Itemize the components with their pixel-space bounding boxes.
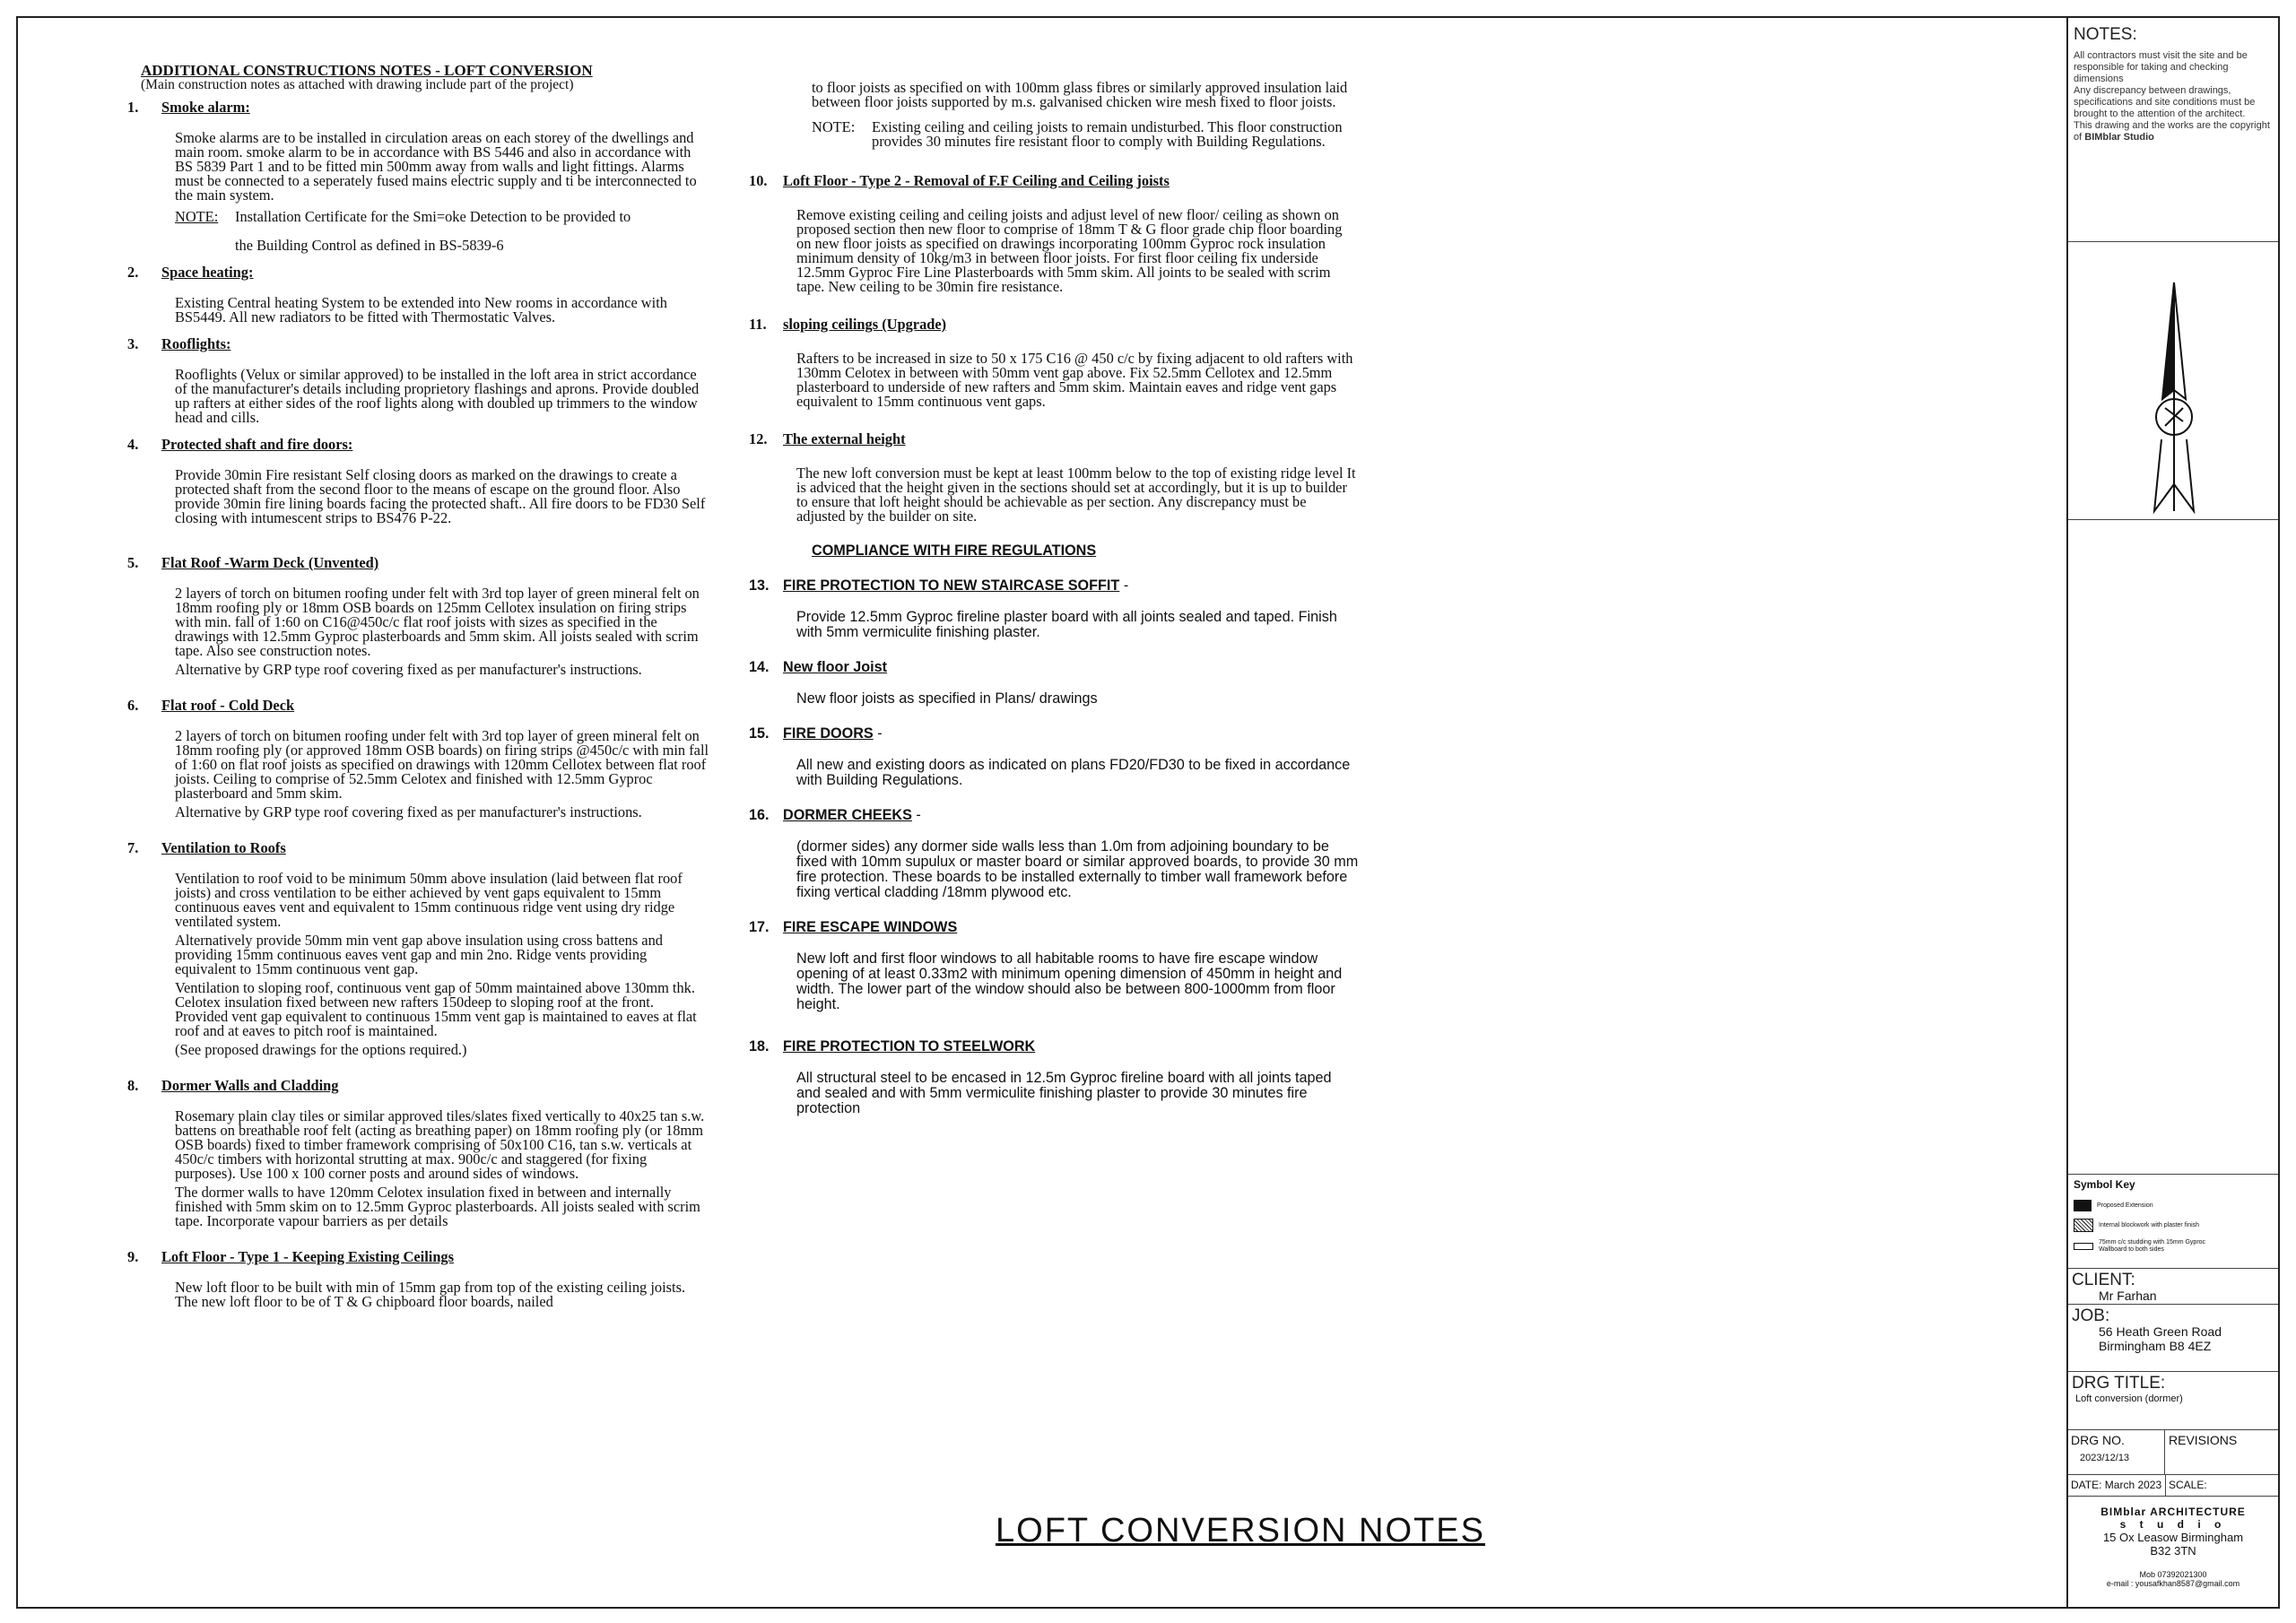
note-item-body <box>796 839 1359 900</box>
general-note: Any discrepancy between drawings, specifications and site conditions must be brought to the attention of the architect. <box>2074 85 2256 119</box>
general-notes <box>2074 50 2273 143</box>
note-item-heading <box>127 337 710 352</box>
studio-subtitle: s t u d i o <box>2119 1518 2227 1531</box>
note-item <box>127 337 710 425</box>
note-item-heading <box>127 556 710 570</box>
client-label: CLIENT: <box>2072 1271 2135 1289</box>
note-item-number: 16. <box>749 807 770 823</box>
note-item-suffix: - <box>1119 577 1129 594</box>
note-item <box>127 556 710 677</box>
note-item-heading <box>127 699 710 713</box>
note-item-heading <box>749 808 1359 823</box>
scale-label: SCALE: <box>2169 1479 2207 1491</box>
job-address-line1: 56 Heath Green Road <box>2099 1324 2222 1339</box>
note-item-title: Flat roof - Cold Deck <box>161 697 295 714</box>
studio-email: e-mail : yousafkhan8587@gmail.com <box>2106 1579 2240 1588</box>
note-item-title: FIRE DOORS <box>783 725 874 742</box>
note-item-heading <box>749 174 1359 188</box>
notes-area <box>18 18 2072 1607</box>
note-item-number: 7. <box>127 839 139 856</box>
date-label: DATE: March 2023 <box>2071 1479 2162 1491</box>
note-paragraph: Existing Central heating System to be extended into New rooms in accordance with BS5449. All new radiators to be fitted with Thermostatic Valves. <box>175 294 667 325</box>
note-item-title: The external height <box>783 430 906 447</box>
note-label: NOTE: <box>812 118 856 135</box>
general-note <box>2074 120 2273 143</box>
note-item-number: 13. <box>749 577 770 594</box>
drawing-title: LOFT CONVERSION NOTES <box>996 1512 1485 1549</box>
note-item-body <box>175 1280 710 1309</box>
note-item <box>749 660 1359 707</box>
note-paragraph: Ventilation to roof void to be minimum 50mm above insulation (laid between flat roof joists) and cross ventilation to be either achieved by vent gaps equivalent to 15mm continuous eaves vent and equivalent to 15mm continuous ridge vent using dry ridge ventilated system. <box>175 870 683 930</box>
note-paragraph: Alternative by GRP type roof covering fixed as per manufacturer's instructions. <box>175 661 642 678</box>
note-item-number: 11. <box>749 316 767 333</box>
note-item-heading <box>127 1250 710 1264</box>
general-note: All contractors must visit the site and be responsible for taking and checking dimensions <box>2074 50 2248 84</box>
date-scale-section <box>2068 1475 2278 1497</box>
note-item-heading <box>127 438 710 452</box>
note-item-heading <box>749 726 1359 742</box>
note-text: Existing ceiling and ceiling joists to remain undisturbed. This floor construction provides 30 minutes fire resistant floor to comply with Building Regulations. <box>872 118 1343 150</box>
note-text-continued: the Building Control as defined in BS-5839-6 <box>235 237 504 254</box>
note-paragraph: New loft floor to be built with min of 15mm gap from top of the existing ceiling joists. The new loft floor to be of T & G chipboard floor boards, nailed <box>175 1279 686 1310</box>
note-item-title: Ventilation to Roofs <box>161 839 286 856</box>
note-item-number: 5. <box>127 554 139 571</box>
solid-fill-icon <box>2074 1200 2092 1211</box>
note-item-heading <box>127 1079 710 1093</box>
drg-no-section <box>2068 1430 2278 1475</box>
note-paragraph: Rafters to be increased in size to 50 x 175 C16 @ 450 c/c by fixing adjacent to old rafters with 130mm Celotex in between with 50mm vent gap above. Fix 52.5mm Cellotex and 12.5mm plasterboard to underside of new rafters and 5mm skim. Maintain eaves and ridge vent gaps equivalent to 15mm continuous vent gaps. <box>796 350 1353 410</box>
drg-title-section <box>2068 1372 2278 1430</box>
note-item-heading <box>127 841 710 855</box>
continued-text: to floor joists as specified on with 100mm glass fibres or similarly approved insulation laid between floor joists supported by m.s. galvanised chicken wire mesh fixed to floor joists. <box>812 79 1348 110</box>
note-item-title: New floor Joist <box>783 659 888 675</box>
general-note-text: This drawing and the works are the copyright of <box>2074 120 2270 143</box>
note-item-body <box>796 951 1359 1012</box>
note-item-body <box>796 610 1359 640</box>
note-paragraph: 2 layers of torch on bitumen roofing under felt with 3rd top layer of green mineral felt on 18mm roofing ply or 18mm OSB boards on 125mm Cellotex insulation on firing strips with min. fall of 1:60 on C16@450c/c flat roof joists with sizes as specified in the drawings with 12.5mm Gyproc plasterboards and 5mm skim. All joists sealed with scrim tape. Also see construction notes. <box>175 585 700 659</box>
note-item <box>749 808 1359 900</box>
note-item-heading <box>749 920 1359 935</box>
studio-address-line2: B32 3TN <box>2150 1544 2196 1558</box>
note-item-title: Dormer Walls and Cladding <box>161 1077 339 1094</box>
north-arrow-icon <box>2068 242 2280 520</box>
studio-name: BIMblar ARCHITECTURE <box>2100 1506 2246 1518</box>
drg-no-label: DRG NO. <box>2071 1433 2125 1447</box>
note-item-number: 14. <box>749 659 770 675</box>
note-item-number: 4. <box>127 436 139 453</box>
note-item-body <box>175 729 710 820</box>
note-item-title: Protected shaft and fire doors: <box>161 436 353 453</box>
note-paragraph: Rosemary plain clay tiles or similar approved tiles/slates fixed vertically to 40x25 tan s.w. battens on breathable roof felt (acting as breathing paper) on 18mm roofing ply (or 18mm OSB boards) fixed to timber framework comprising of 50x100 C16, tan s.w. verticals at 450c/c timbers with horizontal strutting at max. 900c/c and staggered (for fixing purposes). Use 100 x 100 corner posts and around sides of windows. <box>175 1107 705 1182</box>
note-item-title: FIRE ESCAPE WINDOWS <box>783 919 958 935</box>
note-item-body <box>175 872 710 1057</box>
note-item-heading <box>749 660 1359 675</box>
note-paragraph: Provide 12.5mm Gyproc fireline plaster board with all joints sealed and taped. Finish with 5mm vermiculite finishing plaster. <box>796 609 1337 640</box>
note-item-body <box>175 468 710 525</box>
note-paragraph: The dormer walls to have 120mm Celotex insulation fixed in between and internally finished with 5mm skim on to 12.5mm Gyproc plasterboards. All joists sealed with scrim tape. Incorporate vapour barriers as per details <box>175 1184 700 1229</box>
note-paragraph: (See proposed drawings for the options required.) <box>175 1041 467 1058</box>
note-item <box>127 100 710 253</box>
date-divider <box>2165 1475 2166 1496</box>
note-item-body <box>175 586 710 677</box>
note-item-title: Rooflights: <box>161 335 231 352</box>
note-item-title: DORMER CHEEKS <box>783 807 912 823</box>
studio-section <box>2068 1497 2278 1610</box>
note-item-number: 8. <box>127 1077 139 1094</box>
note-item-number: 1. <box>127 99 139 116</box>
drg-no-cell <box>2068 1430 2165 1474</box>
symbol-label: Proposed Extension <box>2097 1202 2153 1209</box>
job-label: JOB: <box>2072 1306 2110 1325</box>
note-paragraph: All new and existing doors as indicated on plans FD20/FD30 to be fixed in accordance with Building Regulations. <box>796 757 1351 788</box>
title-block-panel <box>2066 18 2278 1607</box>
note-item-heading <box>127 100 710 115</box>
note-item-suffix: - <box>911 807 921 823</box>
note-item <box>127 841 710 1057</box>
revisions-label: REVISIONS <box>2169 1433 2238 1447</box>
note-item-number: 9. <box>127 1248 139 1265</box>
note-item-title: Smoke alarm: <box>161 99 250 116</box>
symbol-key-section <box>2068 1175 2278 1269</box>
drg-title-label: DRG TITLE: <box>2072 1374 2166 1393</box>
note-paragraph: Alternatively provide 50mm min vent gap above insulation using cross battens and providing 15mm continuous eaves vent gap and min 2no. Ridge vents providing equivalent to 15mm continuous vent gap. <box>175 932 663 977</box>
compliance-title: COMPLIANCE WITH FIRE REGULATIONS <box>812 542 1097 559</box>
note-item <box>127 699 710 820</box>
note-item <box>127 265 710 325</box>
note-item-number: 17. <box>749 919 770 935</box>
note-item <box>749 726 1359 788</box>
note-item-title: Loft Floor - Type 1 - Keeping Existing Ceilings <box>161 1248 455 1265</box>
notes-column-1 <box>127 63 710 1314</box>
note-item-suffix: - <box>873 725 883 742</box>
note-paragraph: Rooflights (Velux or similar approved) to be installed in the loft area in strict accordance of the manufacturer's details including proprietory flashings and aprons. Provide doubled up rafters at either sides of the roof lights along with doubled up trimmers to the window head and cills. <box>175 366 700 426</box>
note-item <box>749 578 1359 640</box>
studio-address-line1: 15 Ox Leasow Birmingham <box>2102 1531 2244 1544</box>
drg-title-value: Loft conversion (dormer) <box>2075 1393 2183 1404</box>
note-item-number: 15. <box>749 725 770 742</box>
note-block <box>812 120 1359 149</box>
note-item-body <box>796 466 1359 524</box>
client-name: Mr Farhan <box>2099 1289 2157 1303</box>
copyright-name: BIMblar Studio <box>2084 132 2154 143</box>
symbol-row <box>2074 1219 2273 1232</box>
job-address-line2: Birmingham B8 4EZ <box>2099 1339 2212 1353</box>
note-item <box>749 432 1359 524</box>
symbol-row <box>2074 1200 2273 1211</box>
symbol-label: Internal blockwork with plaster finish <box>2099 1222 2200 1228</box>
note-paragraph: New floor joists as specified in Plans/ drawings <box>796 690 1098 707</box>
north-arrow-section <box>2068 242 2278 520</box>
note-item-title: Space heating: <box>161 264 254 281</box>
note-item-title: Flat Roof -Warm Deck (Unvented) <box>161 554 379 571</box>
note-item <box>749 317 1359 409</box>
job-section <box>2068 1305 2278 1372</box>
symbol-key-label: Symbol Key <box>2074 1178 2135 1191</box>
note-item-body <box>175 131 710 253</box>
note-item-title: FIRE PROTECTION TO NEW STAIRCASE SOFFIT <box>783 577 1120 594</box>
note-item-title: FIRE PROTECTION TO STEELWORK <box>783 1038 1036 1055</box>
note-item-body <box>796 352 1359 409</box>
note-item-number: 18. <box>749 1038 770 1055</box>
studio-mobile: Mob 07392021300 <box>2139 1570 2207 1579</box>
note-item-body <box>796 758 1359 788</box>
notes-subtitle: (Main construction notes as attached with drawing include part of the project) <box>141 77 574 92</box>
hatch-icon <box>2074 1219 2093 1232</box>
notes-header: ADDITIONAL CONSTRUCTIONS NOTES - LOFT CONVERSION <box>141 62 593 79</box>
note-item <box>749 1039 1359 1116</box>
note-block <box>175 210 710 224</box>
note-label: NOTE: <box>175 208 219 225</box>
note-item <box>749 920 1359 1012</box>
note-item-number: 12. <box>749 430 768 447</box>
note-item-number: 2. <box>127 264 139 281</box>
note-item-heading <box>749 432 1359 447</box>
drawing-blank-section <box>2068 520 2278 1175</box>
note-item-body <box>175 296 710 325</box>
note-item <box>127 1079 710 1228</box>
note-item <box>127 438 710 525</box>
notes-section <box>2068 18 2278 242</box>
note-item-heading <box>127 265 710 280</box>
note-item-body <box>796 208 1359 294</box>
drg-no-value: 2023/12/13 <box>2080 1453 2130 1463</box>
note-item-heading <box>749 1039 1359 1055</box>
note-paragraph: Alternative by GRP type roof covering fixed as per manufacturer's instructions. <box>175 803 642 820</box>
note-item-heading <box>749 317 1359 332</box>
note-paragraph: Provide 30min Fire resistant Self closing doors as marked on the drawings to create a protected shaft from the second floor to the means of escape on the ground floor. Also provide 30min fire lining boards facing the protected shaft.. All fire doors to be FD30 Self closing with intumescent strips to BS476 P-22. <box>175 466 706 526</box>
note-text: Installation Certificate for the Smi=oke Detection to be provided to <box>235 208 631 225</box>
note-item <box>127 1250 710 1309</box>
symbol-label: 75mm c/c studding with 15mm Gyproc Wallboard to both sides <box>2099 1239 2206 1253</box>
note-item-title: Loft Floor - Type 2 - Removal of F.F Ceiling and Ceiling joists <box>783 172 1170 189</box>
note-paragraph: Ventilation to sloping roof, continuous vent gap of 50mm maintained above 130mm thk. Celotex insulation fixed between new rafters 150deep to sloping roof at the front. Provided vent gap equivalent to continuous 15mm vent gap is maintained to eaves at flat roof and at eaves to pitch roof is maintained. <box>175 979 697 1039</box>
notes-label: NOTES: <box>2074 25 2137 44</box>
note-paragraph: Remove existing ceiling and ceiling joists and adjust level of new floor/ ceiling as shown on proposed section then new floor to comprise of 18mm T & G floor grade chip floor boarding on new floor joists as specified on drawings incorporating 100mm Gyproc rock insulation minimum density of 10kg/m3 in between floor joists. For first floor ceiling fix underside 12.5mm Gyproc Fire Line Plasterboards with 5mm skim. All joints to be sealed with scrim tape. New ceiling to be 30min fire resistance. <box>796 206 1343 295</box>
stud-wall-icon <box>2074 1243 2093 1250</box>
note-item-body <box>796 1071 1359 1116</box>
note-item <box>749 174 1359 294</box>
note-paragraph: 2 layers of torch on bitumen roofing under felt with 3rd top layer of green mineral felt on 18mm roofing ply (or approved 18mm OSB boards) on firing strips @450c/c with min fall of 1:60 on flat roof joists as specified on drawings with 120mm Cellotex between flat roof joists. Ceiling to comprise of 52.5mm Celotex and finished with 12.5mm Gyproc plasterboard and 5mm skim. <box>175 727 709 802</box>
note-item-number: 3. <box>127 335 139 352</box>
note-paragraph: Smoke alarms are to be installed in circulation areas on each storey of the dwellings and main room. smoke alarm to be in accordance with BS 5446 and also in accordance with BS 5839 Part 1 and to be fitted min 500mm away from walls and light fittings. Alarms must be connected to a seperately fused mains electric supply and ti be interconnected to the main system. <box>175 129 697 204</box>
note-paragraph: The new loft conversion must be kept at least 100mm below to the top of existing ridge level It is adviced that the height given in the sections should set at accordingly, but it is up to builder to ensure that loft height should be achievable as per section. Any discrepancy must be adjusted by the builder on site. <box>796 464 1356 525</box>
note-item-title: sloping ceilings (Upgrade) <box>783 316 947 333</box>
drawing-sheet <box>16 16 2280 1609</box>
symbol-row <box>2074 1239 2273 1254</box>
note-item-body <box>175 368 710 425</box>
notes-column-2 <box>749 63 1359 1121</box>
note-item-number: 10. <box>749 172 768 189</box>
note-item-heading <box>749 578 1359 594</box>
note-item-number: 6. <box>127 697 139 714</box>
note-item-body <box>796 691 1359 707</box>
note-paragraph: New loft and first floor windows to all habitable rooms to have fire escape window opening of at least 0.33m2 with minimum opening dimension of 450mm in height and width. The lower part of the window should also be between 800-1000mm from floor height. <box>796 950 1343 1012</box>
note-paragraph: All structural steel to be encased in 12.5m Gyproc fireline board with all joints taped and sealed and with 5mm vermiculite finishing plaster to provide 30 minutes fire protection <box>796 1070 1332 1116</box>
note-item-body <box>175 1109 710 1228</box>
note-paragraph: (dormer sides) any dormer side walls less than 1.0m from adjoining boundary to be fixed with 10mm supulux or master board or similar approved boards, to provide 30 mm fire protection. These boards to be installed externally to timber wall framework before fixing vertical cladding /18mm plywood etc. <box>796 838 1359 900</box>
client-section <box>2068 1269 2278 1305</box>
